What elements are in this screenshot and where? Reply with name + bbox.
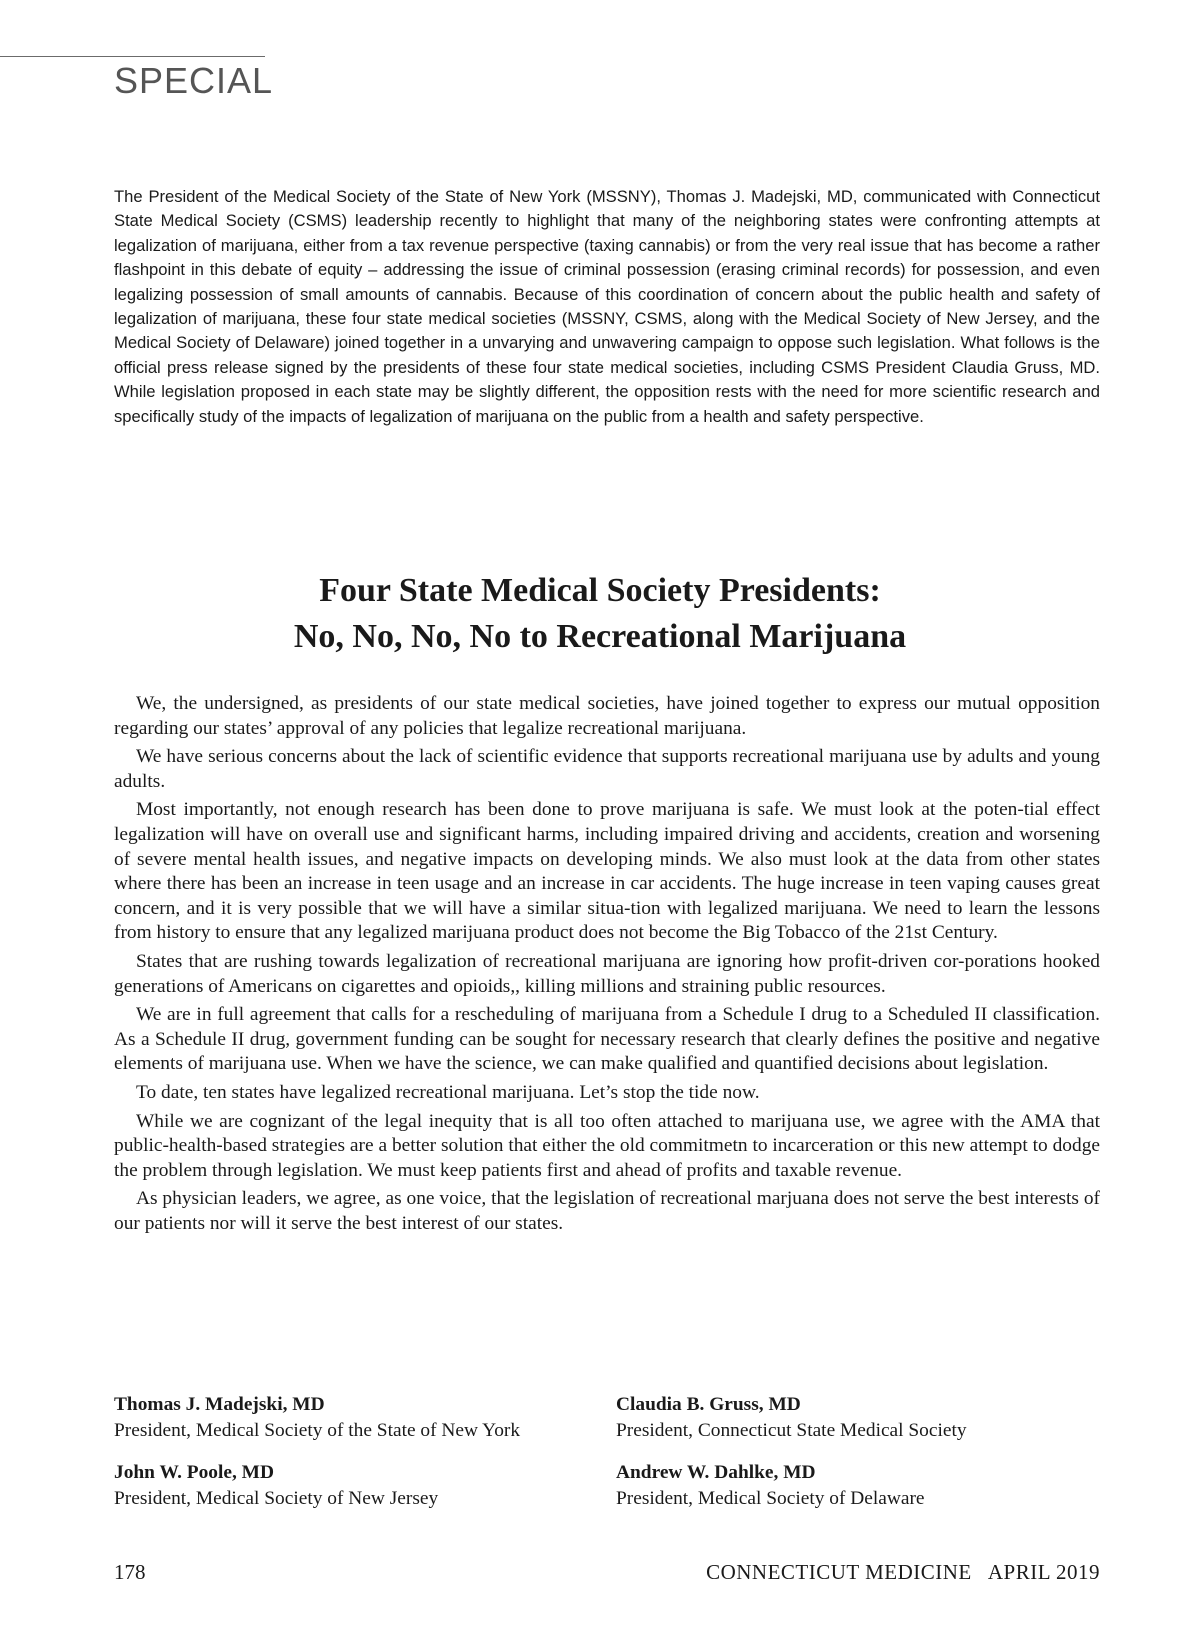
signatory-name: Andrew W. Dahlke, MD <box>616 1462 816 1483</box>
intro-paragraph: The President of the Medical Society of the State of New York (MSSNY), Thomas J. Madejski, MD, communicated with Connecticut State Medical Society (CSMS) leadership recently to highlight that many of the neighboring states were confronting attempts at legalization of marijuana, either from a tax revenue perspective (taxing cannabis) or from the very real issue that has become a rather flashpoint in this debate of equity – addressing the issue of criminal possession (erasing criminal records) for possession, and even legalizing possession of small amounts of cannabis. Because of this coordination of concern about the public health and safety of legalization of marijuana, these four state medical societies (MSSNY, CSMS, along with the Medical Society of New Jersey, and the Medical Society of Delaware) joined together in a unvarying and unwavering campaign to oppose such legislation. What follows is the official press release signed by the presidents of these four state medical societies, including CSMS President Claudia Gruss, MD. While legislation proposed in each state may be slightly different, the opposition rests with the need for more scientific research and specifically study of the impacts of legalization of marijuana on the public from a health and safety perspective. <box>114 187 1100 426</box>
section-label: SPECIAL <box>114 60 274 101</box>
body-paragraph: As physician leaders, we agree, as one voice, that the legislation of recreational marjuana does not serve the best interests of our patients nor will it serve the best interest of our states. <box>114 1188 1100 1234</box>
article-headline <box>0 568 1200 660</box>
signature-dahlke <box>616 1460 1116 1512</box>
signature-poole <box>114 1460 614 1512</box>
body-paragraph: To date, ten states have legalized recreational marijuana. Let’s stop the tide now. <box>136 1081 760 1103</box>
page-number: 178 <box>114 1560 146 1584</box>
signatory-name: Claudia B. Gruss, MD <box>616 1394 801 1415</box>
headline-line-1: Four State Medical Society Presidents: <box>319 572 881 609</box>
signatory-title: President, Medical Society of New Jersey <box>114 1488 439 1509</box>
signatory-title: President, Medical Society of the State of New York <box>114 1420 521 1441</box>
body-paragraph: Most importantly, not enough research has been done to prove marijuana is safe. We must look at the poten-tial effect legalization will have on overall use and significant harms, including impaired driving and accidents, creation and worsening of severe mental health issues, and negative impacts on developing minds. We also must look at the data from other states where there has been an increase in teen usage and an increase in car accidents. The huge increase in teen vaping causes great concern, and it is very possible that we will have a similar situa-tion with legalized marijuana. We need to learn the lessons from history to ensure that any legalized marijuana product does not become the Big Tobacco of the 21st Century. <box>114 799 1100 944</box>
signature-madejski <box>114 1392 614 1444</box>
body-paragraph: We have serious concerns about the lack of scientific evidence that supports recreational marijuana use by adults and young adults. <box>114 746 1100 792</box>
body-paragraph: We are in full agreement that calls for a rescheduling of marijuana from a Schedule I drug to a Scheduled II classification. As a Schedule II drug, government funding can be sought for necessary research that clearly defines the positive and negative elements of marijuana use. When we have the science, we can make qualified and quantified decisions about legislation. <box>114 1004 1100 1075</box>
section-rule <box>0 56 265 57</box>
body-paragraph: While we are cognizant of the legal inequity that is all too often attached to marijuana use, we agree with the AMA that public-health-based strategies are a better solution that either the old commitmetn to incarceration or this new attempt to dodge the problem through legislation. We must keep patients first and ahead of profits and taxable revenue. <box>114 1110 1100 1181</box>
article-body <box>114 692 1100 1240</box>
signatory-title: President, Connecticut State Medical Society <box>616 1420 967 1441</box>
body-paragraph: We, the undersigned, as presidents of our state medical societies, have joined together to express our mutual opposition regarding our states’ approval of any policies that legalize recreational marijuana. <box>114 693 1100 739</box>
body-paragraph: States that are rushing towards legalization of recreational marijuana are ignoring how profit-driven cor-porations hooked generations of Americans on cigarettes and opioids,, killing millions and straining public resources. <box>114 950 1100 997</box>
signatory-name: John W. Poole, MD <box>114 1462 274 1483</box>
headline-line-2: No, No, No, No to Recreational Marijuana <box>293 618 907 655</box>
page-footer <box>114 1560 1100 1590</box>
journal-issue: CONNECTICUT MEDICINE APRIL 2019 <box>706 1560 1100 1584</box>
signatory-name: Thomas J. Madejski, MD <box>114 1394 325 1415</box>
signatory-title: President, Medical Society of Delaware <box>616 1488 925 1509</box>
signature-gruss <box>616 1392 1116 1444</box>
